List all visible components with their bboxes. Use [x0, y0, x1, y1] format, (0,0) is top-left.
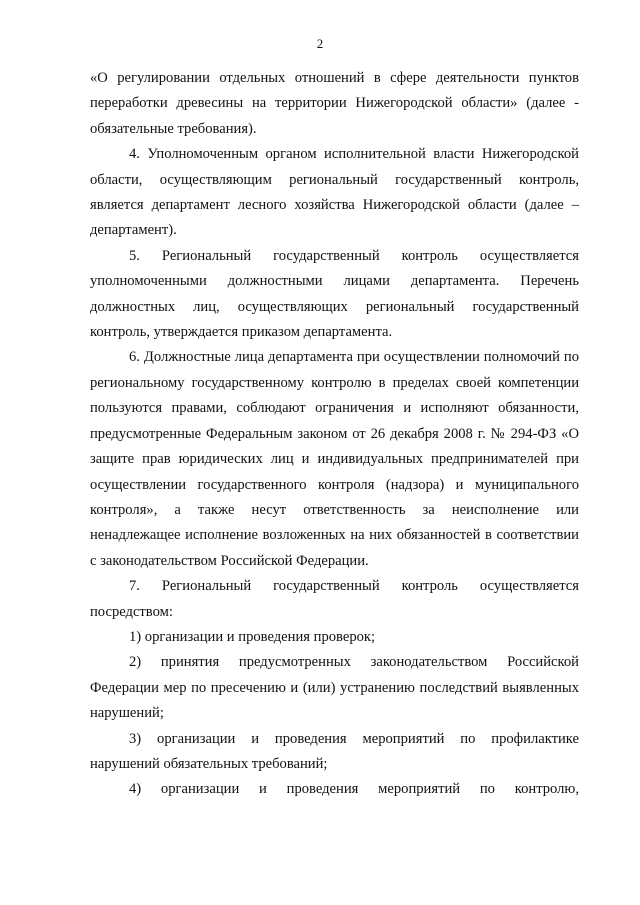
paragraph-item-6: 6. Должностные лица департамента при осуществлении полномочий по региональному государственному контролю в пределах своей компетенции пользуются правами, соблюдают ограничения и исполняют обязанности, предусмотренные Федеральным законом от 26 декабря 2008 г. № 294-ФЗ «О защите прав юридических лиц и индивидуальных предпринимателей при осуществлении государственного контроля (надзора) и муниципального контроля», а также несут ответственность за неисполнение или ненадлежащее исполнение возложенных на них обязанностей в соответствии с законодательством Российской Федерации.	[90, 349, 579, 569]
list-item-1: 1) организации и проведения проверок;	[129, 628, 376, 645]
paragraph-item-4: 4. Уполномоченным органом исполнительной власти Нижегородской области, осуществляющим региональный государственный контроль, является департамент лесного хозяйства Нижегородской области (далее – департамент).	[90, 146, 579, 239]
document-body	[90, 66, 579, 803]
paragraph-continuation: «О регулировании отдельных отношений в сфере деятельности пунктов переработки древесины на территории Нижегородской области» (далее - обязательные требования).	[90, 70, 579, 137]
paragraph-item-7: 7. Региональный государственный контроль осуществляется посредством:	[90, 578, 579, 620]
page-number: 2	[316, 36, 324, 51]
list-item-3: 3) организации и проведения мероприятий по профилактике нарушений обязательных требований;	[90, 730, 579, 772]
paragraph-item-5: 5. Региональный государственный контроль осуществляется уполномоченными должностными лицами департамента. Перечень должностных лиц, осуществляющих региональный государственный контроль, утверждается приказом департамента.	[90, 247, 579, 341]
list-item-2: 2) принятия предусмотренных законодательством Российской Федерации мер по пресечению и (или) устранению последствий выявленных нарушений;	[90, 654, 579, 722]
list-item-4: 4) организации и проведения мероприятий по контролю,	[129, 781, 579, 798]
